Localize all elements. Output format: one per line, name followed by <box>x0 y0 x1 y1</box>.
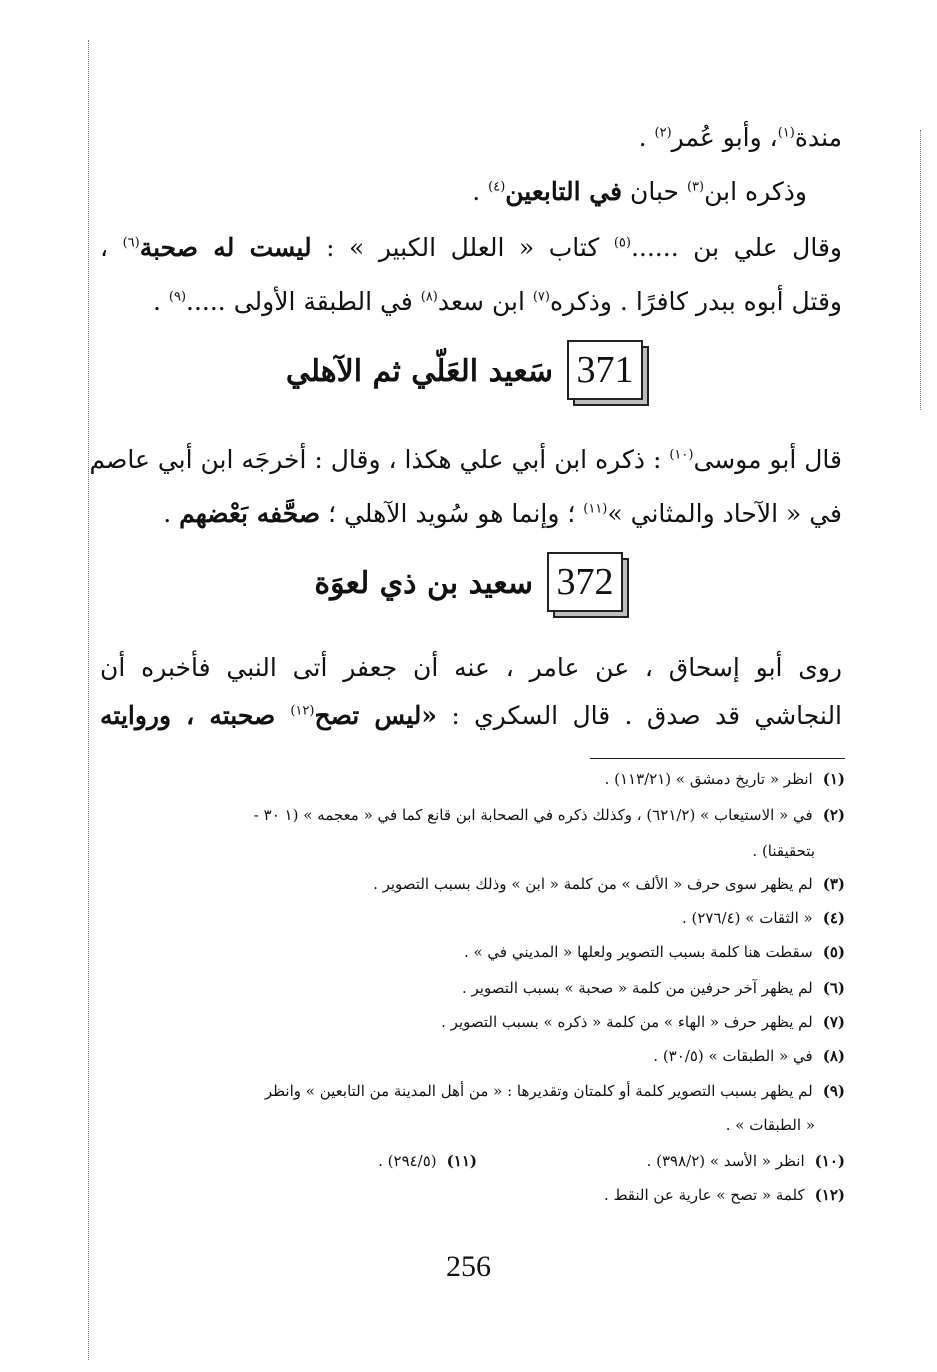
text: ابن سعد <box>437 287 533 316</box>
entry-number: 371 <box>567 340 643 400</box>
footnote-continuation <box>752 840 815 862</box>
footnote-text: انظر « الأسد » (٣٩٨/٢) . <box>646 1152 805 1170</box>
footnote-ref[interactable]: (١١) <box>583 501 608 517</box>
text: حبان <box>622 177 687 206</box>
text: روى أبو إسحاق ، عن عامر ، عنه أن جعفر أتى النبي فأخبره أن <box>100 653 842 682</box>
text: قال أبو موسى <box>693 445 842 474</box>
text-line <box>639 118 842 158</box>
entry-header <box>286 340 645 402</box>
bold-text: «ليس تصح <box>314 701 437 730</box>
footnote <box>604 1184 845 1206</box>
footnote <box>265 1080 845 1102</box>
footnote-ref[interactable]: (٤) <box>488 179 506 195</box>
footnote <box>464 941 845 963</box>
footnote-number: (٤) <box>822 909 845 927</box>
footnote-ref[interactable]: (٢) <box>654 125 672 141</box>
text: وذكره ابن <box>704 177 807 206</box>
entry-number-box <box>567 340 645 402</box>
footnote-continuation <box>726 1114 815 1136</box>
text-line <box>153 282 842 322</box>
text-line <box>163 494 842 534</box>
text-line <box>100 228 842 268</box>
text: . <box>472 177 489 206</box>
footnote <box>653 1045 845 1067</box>
text-line <box>472 172 807 212</box>
footnote-ref[interactable]: (١٠) <box>669 447 694 463</box>
footnote-ref[interactable]: (٣) <box>686 179 705 195</box>
footnote-text: كلمة « تصح » عارية عن النقط . <box>604 1186 805 1204</box>
footnote-text: لم يظهر سوى حرف « الألف » من كلمة « ابن » وذلك بسبب التصوير . <box>373 875 813 893</box>
footnote-text: لم يظهر بسبب التصوير كلمة أو كلمتان وتقديرها : « من أهل المدينة من التابعين » وانظر <box>264 1082 813 1100</box>
footnote <box>254 804 845 826</box>
footnote-number: (٣) <box>822 875 845 893</box>
page-number: 256 <box>446 1250 491 1283</box>
footnote-text: لم يظهر آخر حرفين من كلمة « صحبة » بسبب التصوير . <box>461 979 813 997</box>
footnote-number: (٩) <box>822 1082 845 1100</box>
text: ، <box>100 233 123 262</box>
footnote-text: بتحقيقنا) . <box>752 842 815 860</box>
footnote-ref[interactable]: (٩) <box>168 289 187 305</box>
text: مندة <box>794 123 842 152</box>
text-line <box>100 648 842 688</box>
text: وقتل أبوه ببدر كافرًا . وذكره <box>549 287 842 316</box>
text: ؛ وإنما هو سُويد الآهلي ؛ <box>320 499 584 528</box>
text: . <box>163 499 180 528</box>
text: وقال علي بن ...... <box>630 233 842 262</box>
footnote-number: (١٠) <box>814 1152 845 1170</box>
footnote-separator <box>590 758 845 759</box>
text: . <box>638 123 655 152</box>
text: كتاب « العلل الكبير » : <box>311 233 614 262</box>
entry-title: سعيد بن ذي لعوَة <box>314 565 533 601</box>
footnote-number: (٥) <box>822 943 845 961</box>
text: : ذكره ابن أبي علي هكذا ، وقال : أخرجَه ابن أبي عاصم <box>89 445 670 474</box>
bold-text: صحَّفه بَعْضهم <box>179 499 321 528</box>
footnote <box>441 1011 845 1033</box>
footnote-text: في « الاستيعاب » (٦٢١/٢) ، وكذلك ذكره في الصحابة ابن قانع كما في « معجمه » (١ ٣٠ - <box>253 806 813 824</box>
entry-number-box <box>547 552 625 614</box>
footnote-number: (١١) <box>446 1152 477 1170</box>
footnote-ref[interactable]: (١) <box>777 125 795 141</box>
footnote-text: « الثقات » (٢٧٦/٤) . <box>681 909 813 927</box>
footnote-number: (١) <box>822 770 845 788</box>
footnote-number: (١٢) <box>814 1186 845 1204</box>
text-line <box>100 696 842 736</box>
entry-title: سَعيد العَلّي ثم الآهلي <box>285 353 553 389</box>
bold-text: في التابعين <box>505 177 623 206</box>
footnote-number: (٢) <box>822 806 845 824</box>
footnote <box>605 768 845 790</box>
text: النجاشي قد صدق . قال السكري : <box>436 701 843 730</box>
footnote-ref[interactable]: (٥) <box>613 235 631 251</box>
footnote-number: (٧) <box>822 1013 845 1031</box>
scan-margin-dots <box>88 40 89 1360</box>
footnote-ref[interactable]: (٦) <box>122 235 140 251</box>
text: ، وأبو عُمر <box>671 123 778 152</box>
footnote <box>682 907 845 929</box>
text-line <box>89 440 842 480</box>
bold-text: صحبته ، وروايته <box>100 701 291 730</box>
footnote <box>373 873 845 895</box>
footnote-text: انظر « تاريخ دمشق » (١١٣/٢١) . <box>604 770 813 788</box>
footnote-number: (٨) <box>822 1047 845 1065</box>
footnote <box>462 977 845 999</box>
footnote-text: سقطت هنا كلمة بسبب التصوير ولعلها « المديني في » . <box>463 943 813 961</box>
bold-text: ليست له صحبة <box>139 233 312 262</box>
entry-header <box>314 552 625 614</box>
entry-number: 372 <box>547 552 623 612</box>
footnote-ref[interactable]: (٨) <box>420 289 438 305</box>
footnote-text: (٢٩٤/٥) . <box>378 1152 437 1170</box>
footnote-text: في « الطبقات » (٣٠/٥) . <box>653 1047 813 1065</box>
footnote <box>378 1150 477 1172</box>
scan-margin-dots <box>920 130 921 410</box>
footnote-text: لم يظهر حرف « الهاء » من كلمة « ذكره » بسبب التصوير . <box>441 1013 813 1031</box>
text: في الطبقة الأولى ..... <box>186 287 421 316</box>
footnote-ref[interactable]: (١٢) <box>290 703 315 719</box>
text: في « الآحاد والمثاني » <box>607 499 842 528</box>
footnote <box>647 1150 845 1172</box>
footnote-text: « الطبقات » . <box>725 1116 815 1134</box>
footnote-number: (٦) <box>822 979 845 997</box>
footnote-ref[interactable]: (٧) <box>532 289 550 305</box>
text: . <box>152 287 169 316</box>
